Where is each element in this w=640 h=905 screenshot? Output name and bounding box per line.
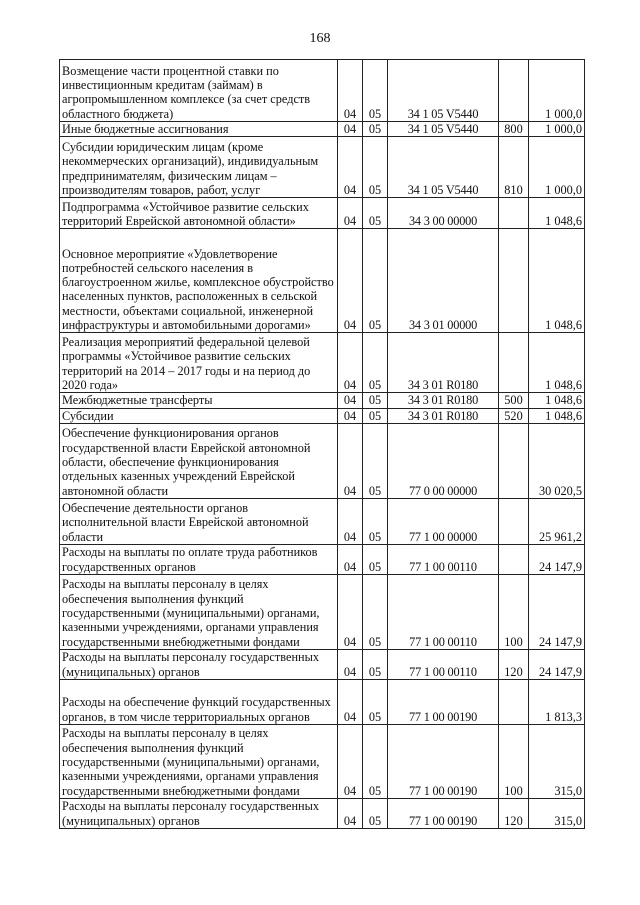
row-subsection: 05 bbox=[363, 574, 388, 649]
table-row bbox=[60, 498, 585, 544]
row-section: 04 bbox=[338, 574, 363, 649]
table-row bbox=[60, 333, 585, 393]
row-name: Расходы на выплаты персоналу в целях обеспечения выполнения функций государственными (муниципальными) органами, казенными учреждениями, органами управления государственными внебюджетными фондами bbox=[60, 724, 338, 798]
row-name: Расходы на выплаты персоналу в целях обеспечения выполнения функций государственными (муниципальными) органами, казенными учреждениями, органами управления государственными внебюджетными фондами bbox=[60, 574, 338, 649]
row-name: Реализация мероприятий федеральной целевой программы «Устойчивое развитие сельских территорий на 2014 – 2017 годы и на период до 2020 года» bbox=[60, 333, 338, 393]
table-row bbox=[60, 423, 585, 498]
row-target-article: 34 3 01 R0180 bbox=[388, 333, 499, 393]
table-row bbox=[60, 198, 585, 229]
row-expense-type: 120 bbox=[499, 798, 529, 828]
row-name: Обеспечение деятельности органов исполнительной власти Еврейской автономной области bbox=[60, 498, 338, 544]
table-row bbox=[60, 60, 585, 122]
table-row bbox=[60, 544, 585, 574]
row-section: 04 bbox=[338, 60, 363, 122]
row-expense-type: 810 bbox=[499, 137, 529, 198]
row-section: 04 bbox=[338, 333, 363, 393]
row-amount: 1 813,3 bbox=[529, 679, 585, 724]
table-row bbox=[60, 229, 585, 333]
row-target-article: 34 3 01 R0180 bbox=[388, 393, 499, 408]
row-name: Возмещение части процентной ставки по инвестиционным кредитам (займам) в агропромышленном комплексе (за счет средств областного бюджета) bbox=[60, 60, 338, 122]
table-row bbox=[60, 649, 585, 679]
row-section: 04 bbox=[338, 423, 363, 498]
row-subsection: 05 bbox=[363, 798, 388, 828]
row-subsection: 05 bbox=[363, 333, 388, 393]
row-subsection: 05 bbox=[363, 122, 388, 137]
row-subsection: 05 bbox=[363, 679, 388, 724]
table-row bbox=[60, 679, 585, 724]
row-expense-type: 520 bbox=[499, 408, 529, 423]
row-expense-type bbox=[499, 423, 529, 498]
row-expense-type bbox=[499, 60, 529, 122]
row-target-article: 77 1 00 00190 bbox=[388, 798, 499, 828]
row-name: Межбюджетные трансферты bbox=[60, 393, 338, 408]
row-expense-type bbox=[499, 498, 529, 544]
row-name: Субсидии bbox=[60, 408, 338, 423]
row-target-article: 77 1 00 00190 bbox=[388, 724, 499, 798]
row-expense-type: 100 bbox=[499, 574, 529, 649]
row-name: Расходы на выплаты персоналу государственных (муниципальных) органов bbox=[60, 649, 338, 679]
row-subsection: 05 bbox=[363, 229, 388, 333]
row-amount: 24 147,9 bbox=[529, 649, 585, 679]
row-section: 04 bbox=[338, 198, 363, 229]
row-name: Расходы на выплаты по оплате труда работников государственных органов bbox=[60, 544, 338, 574]
row-amount: 24 147,9 bbox=[529, 544, 585, 574]
row-section: 04 bbox=[338, 229, 363, 333]
row-name: Обеспечение функционирования органов государственной власти Еврейской автономной области, обеспечение функционирования отдельных казенных учреждений Еврейской автономной области bbox=[60, 423, 338, 498]
row-expense-type bbox=[499, 333, 529, 393]
row-section: 04 bbox=[338, 724, 363, 798]
row-section: 04 bbox=[338, 544, 363, 574]
row-expense-type: 120 bbox=[499, 649, 529, 679]
row-subsection: 05 bbox=[363, 423, 388, 498]
row-subsection: 05 bbox=[363, 544, 388, 574]
row-amount: 1 000,0 bbox=[529, 60, 585, 122]
table-row bbox=[60, 137, 585, 198]
row-amount: 1 048,6 bbox=[529, 229, 585, 333]
row-amount: 1 048,6 bbox=[529, 333, 585, 393]
row-section: 04 bbox=[338, 408, 363, 423]
table-row bbox=[60, 122, 585, 137]
row-expense-type bbox=[499, 229, 529, 333]
row-amount: 1 048,6 bbox=[529, 393, 585, 408]
row-subsection: 05 bbox=[363, 60, 388, 122]
row-name: Субсидии юридическим лицам (кроме некоммерческих организаций), индивидуальным предпринимателям, физическим лицам – производителям товаров, работ, услуг bbox=[60, 137, 338, 198]
table-row bbox=[60, 393, 585, 408]
row-target-article: 34 1 05 V5440 bbox=[388, 60, 499, 122]
row-name: Иные бюджетные ассигнования bbox=[60, 122, 338, 137]
row-subsection: 05 bbox=[363, 724, 388, 798]
row-subsection: 05 bbox=[363, 137, 388, 198]
row-target-article: 77 1 00 00190 bbox=[388, 679, 499, 724]
table-row bbox=[60, 408, 585, 423]
row-subsection: 05 bbox=[363, 649, 388, 679]
row-target-article: 34 1 05 V5440 bbox=[388, 122, 499, 137]
row-target-article: 34 1 05 V5440 bbox=[388, 137, 499, 198]
row-section: 04 bbox=[338, 798, 363, 828]
row-subsection: 05 bbox=[363, 198, 388, 229]
row-amount: 1 000,0 bbox=[529, 137, 585, 198]
row-name: Расходы на выплаты персоналу государственных (муниципальных) органов bbox=[60, 798, 338, 828]
row-expense-type: 500 bbox=[499, 393, 529, 408]
row-expense-type: 800 bbox=[499, 122, 529, 137]
row-name: Подпрограмма «Устойчивое развитие сельских территорий Еврейской автономной области» bbox=[60, 198, 338, 229]
table-row bbox=[60, 798, 585, 828]
row-amount: 24 147,9 bbox=[529, 574, 585, 649]
budget-table bbox=[59, 59, 585, 829]
row-target-article: 77 1 00 00110 bbox=[388, 544, 499, 574]
row-target-article: 77 1 00 00000 bbox=[388, 498, 499, 544]
row-amount: 1 048,6 bbox=[529, 408, 585, 423]
row-subsection: 05 bbox=[363, 393, 388, 408]
row-name: Основное мероприятие «Удовлетворение потребностей сельского населения в благоустроенном жилье, комплексное обустройство населенных пунктов, расположенных в сельской местности, объектами социальной, инженерной инфраструктуры и автомобильными дорогами» bbox=[60, 229, 338, 333]
row-section: 04 bbox=[338, 679, 363, 724]
row-amount: 1 000,0 bbox=[529, 122, 585, 137]
table-row bbox=[60, 574, 585, 649]
row-target-article: 77 1 00 00110 bbox=[388, 649, 499, 679]
row-amount: 1 048,6 bbox=[529, 198, 585, 229]
row-name: Расходы на обеспечение функций государственных органов, в том числе территориальных органов bbox=[60, 679, 338, 724]
row-subsection: 05 bbox=[363, 408, 388, 423]
row-target-article: 77 0 00 00000 bbox=[388, 423, 499, 498]
row-amount: 315,0 bbox=[529, 724, 585, 798]
row-expense-type: 100 bbox=[499, 724, 529, 798]
row-target-article: 34 3 01 00000 bbox=[388, 229, 499, 333]
table-row bbox=[60, 724, 585, 798]
row-subsection: 05 bbox=[363, 498, 388, 544]
row-expense-type bbox=[499, 679, 529, 724]
row-section: 04 bbox=[338, 393, 363, 408]
row-expense-type bbox=[499, 198, 529, 229]
row-section: 04 bbox=[338, 498, 363, 544]
row-amount: 30 020,5 bbox=[529, 423, 585, 498]
row-section: 04 bbox=[338, 137, 363, 198]
row-section: 04 bbox=[338, 122, 363, 137]
row-target-article: 77 1 00 00110 bbox=[388, 574, 499, 649]
row-amount: 315,0 bbox=[529, 798, 585, 828]
row-amount: 25 961,2 bbox=[529, 498, 585, 544]
budget-table-body bbox=[60, 60, 585, 829]
row-target-article: 34 3 00 00000 bbox=[388, 198, 499, 229]
row-target-article: 34 3 01 R0180 bbox=[388, 408, 499, 423]
row-expense-type bbox=[499, 544, 529, 574]
page-number: 168 bbox=[309, 31, 331, 46]
row-section: 04 bbox=[338, 649, 363, 679]
